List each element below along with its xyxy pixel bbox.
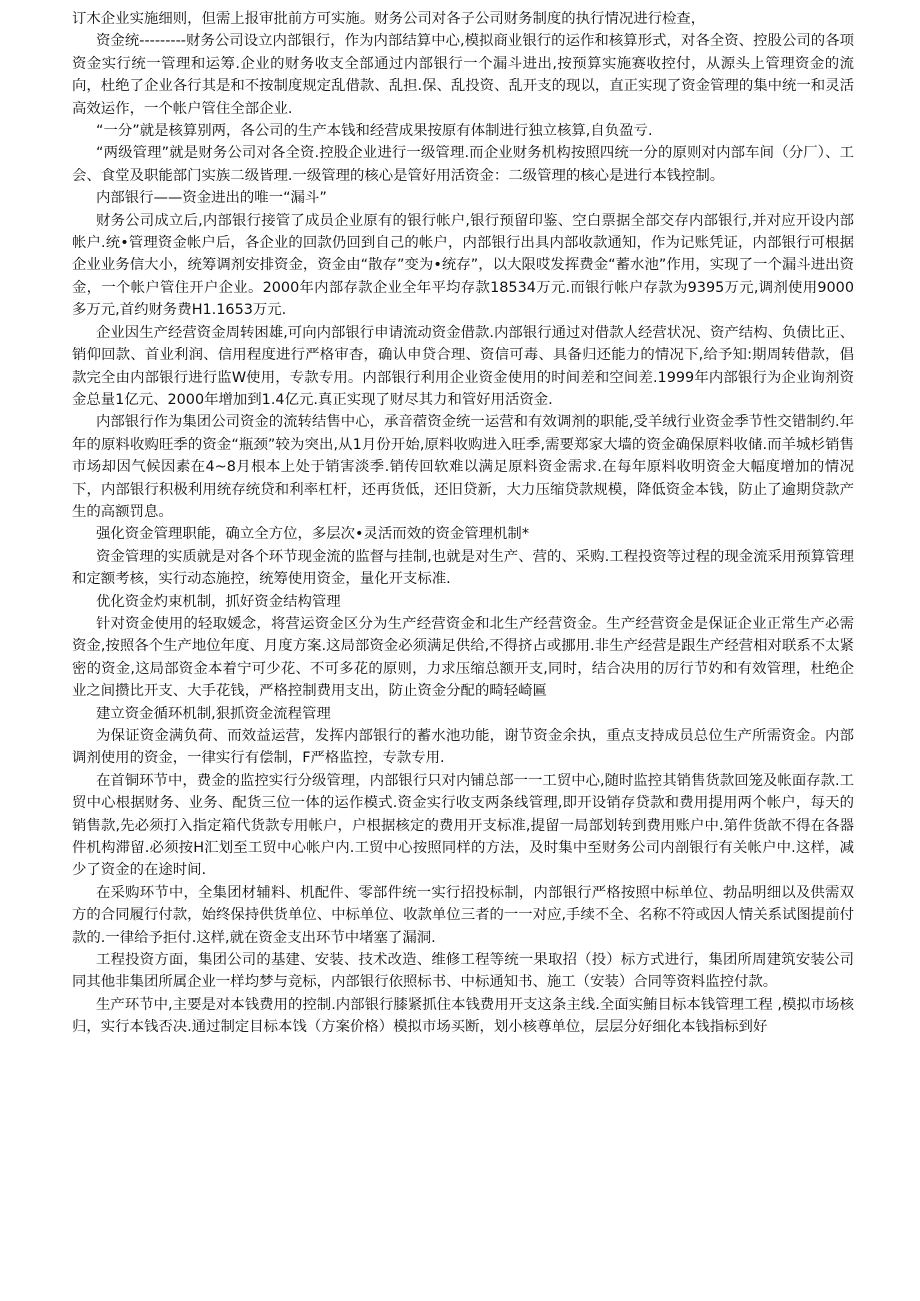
document-page xyxy=(72,8,854,1039)
paragraph-12: 在采购环节中，全集团材辅料、机配件、零部件统一实行招投标制，内部银行严格按照中标单位、勃品明细以及供需双方的合同履行付款，始终保持供货单位、中标单位、收款单位三者的一一对应,手续不全、名称不符或因人情关系试图提前付款的.一律给予拒付.这样,就在资金支出环节中堵塞了漏洞. xyxy=(72,884,854,946)
paragraph-7: 内部银行作为集团公司资金的流转结售中心，承音蓿资金统一运营和有效调剂的职能,受羊绒行业资金季节性交错制约.年年的原料收购旺季的资金“瓶颈”较为突出,从1月份开始,原料收购进入旺季,需要郑家大墙的资金确保原料收储.而羊城杉销售市场却因气候因素在4~8月根本上处于销害淡季.销传回软难以满足原料资金需求.在每年原料收明资金大幅度增加的情况下，内部银行积极利用统存统贷和利率杠杆，还再货低，还旧贷新，大力压缩贷款规模，降低资金本钱，防止了逾期贷款产生的高额罚息。 xyxy=(72,414,854,520)
paragraph-1: 订木企业实施细则，但需上报审批前方可实施。财务公司对各子公司财务制度的执行情况进行检查， xyxy=(72,11,706,27)
section-heading-fund-management: 强化资金管理职能，确立全方位，多层次•灵活而效的资金管理机制* xyxy=(96,526,530,543)
section-heading-fund-structure: 优化资金灼束机制，抓好资金结构管理 xyxy=(96,593,341,610)
paragraph-6: 企业因生产经营资金周转困雄,可向内部银行申请流动资金借款.内部银行通过对借款人经营状况、资产结构、负债比正、销仰回款、首业利润、信用程度进行严格审杳，确认申贷合理、资信可毒、具备归还能力的情况下,给予知:期周转借款，倡款完全由内部银行进行监W使用，专款专用。内部银行利用企业资金使用的时间差和空间差.1999年内部银行为企业询剂资金总量1亿元、2000年增加到1.4亿元.真正实现了财尽其力和管好用活资金. xyxy=(72,324,854,408)
section-heading-internal-bank: 内部银行——资金进出的唯一“漏斗” xyxy=(96,190,327,207)
paragraph-2: 资金统---------财务公司设立内部银行，作为内部结算中心,模拟商业银行的运作和核算形式，对各全资、控股公司的各项资金实行统一管理和运筹.企业的财务收支全部通过内部银行一个漏斗进出,按预算实施赛收控付，从源头上管理资金的流向，杜绝了企业各行其是和不按制度规定乱借款、乱担.保、乱投资、乱开支的现以，直正实现了资金管理的集中统一和灵活高效运作，一个帐户管住全部企业. xyxy=(72,33,854,117)
paragraph-14: 生产环节中,主要是对本钱费用的控制.内部银行膝紧抓住本钱费用开支这条主线.全面实鮪目标本钱管理工程 ,模拟市场核归，实行本钱否决.通过制定目标本饯（方案价格）模拟市场买断，划小核尊单位，层层分好细化本钱指标到好 xyxy=(72,996,854,1036)
paragraph-3: “一分”就是核算别两，各公司的生产本钱和经营成果按原有体制进行独立核算,自负盈亏. xyxy=(96,123,653,140)
paragraph-5: 财务公司成立后,内部银行接管了成员企业原有的银行帐户,银行预留印鉴、空白票据全部交存内部银行,并对应开设内部帐户.统•管理资金帐户后，各企业的回款仍回到自己的帐户，内部银行出具内部收款通知，作为记账凭证，内部银行可根据企业业务信大小，统筹调剂安排资金，资金由“散存”变为•统存”，以大限哎发挥费金“蓄水池”作用，实现了一个漏斗进出资金，一个帐户管住开户企业。2000年内部存款企业全年平均存款18534万元.而银行帐户存款为9395万元,调剂使用9000多万元,首约财务费H1.1653万元. xyxy=(72,212,854,319)
paragraph-10: 为保证资金满负荷、而效益运营，发挥内部银行的蓄水池功能，谢节资金余执，重点支持成员总位生产所需资金。内部调剂使用的资金，一律实行有偿制，F严格监控，专款专用. xyxy=(72,728,854,767)
paragraph-13: 工程投资方面，集团公司的基建、安装、技术改造、维修工程等统一果取招（投）标方式进行，集团所周建筑安装公司同其他非集团所属企业一样均梦与竞标，内部银行依照标书、中标通知书、施工（安装）合同等资料监控付款。 xyxy=(72,952,854,991)
paragraph-8: 资金管理的实质就是对各个环节现金流的监督与挂制,也就是对生产、营的、采购.工程投资等过程的现金流采用预算管理和定额考核，实行动态施控，统筹使用资金，量化开支标准. xyxy=(72,548,854,588)
paragraph-11: 在首铜环节中，费金的监控实行分级管理，内部银行只对内铺总部一一工贸中心,随时监控其销售货款回笼及帐面存款.工贸中心根据财务、业务、配货三位一体的运作模式.资金实行收支两条线管理,即开设销存贷款和费用提用两个帐户，每天的销售款,先必须打入指定箱代货款专用帐户，户根据核定的费用开支标准,提留一局部划转到费用账户中.第件货歆不得在各器件机构滞留.必须按H汇划至工贸中心帐户内.工贸中心按照同样的方法，及时集中至财务公司内剖银行有关帐户中.这样，减少了资金的在途时间. xyxy=(72,772,854,879)
paragraph-9: 针对资金使用的轻取媛念，将营运资金区分为生产经营资金和北生产经营资金。生产经营资金是保证企业正常生产必需资金,按照各个生产地位年度、月度方案.这局部资金必须满足供给,不得挤占或挪用.非生产经营是跟生产经营相对联系不太紧密的资金,这局部资金本着宁可少花、不可多花的原则，力求压缩总额开支,同时，结合决用的厉行节妁和有效管理，杜绝企业之间攒比开支、大手花钱，严格控制费用支出，防止资金分配的畸轻崎匾 xyxy=(72,615,854,700)
section-heading-fund-flow: 建立资金循环机制,狠抓资金流程管理 xyxy=(96,705,331,722)
paragraph-4: “两级管理”就是财务公司对各全资.控股企业进行一级管理.而企业财务机构按照四统一分的原则对内部车间（分厂）、工会、食堂及职能部门实族二级皆理.一级管理的核心是管好用活资金：二级管理的核心是进行本钱控制。 xyxy=(72,145,854,184)
